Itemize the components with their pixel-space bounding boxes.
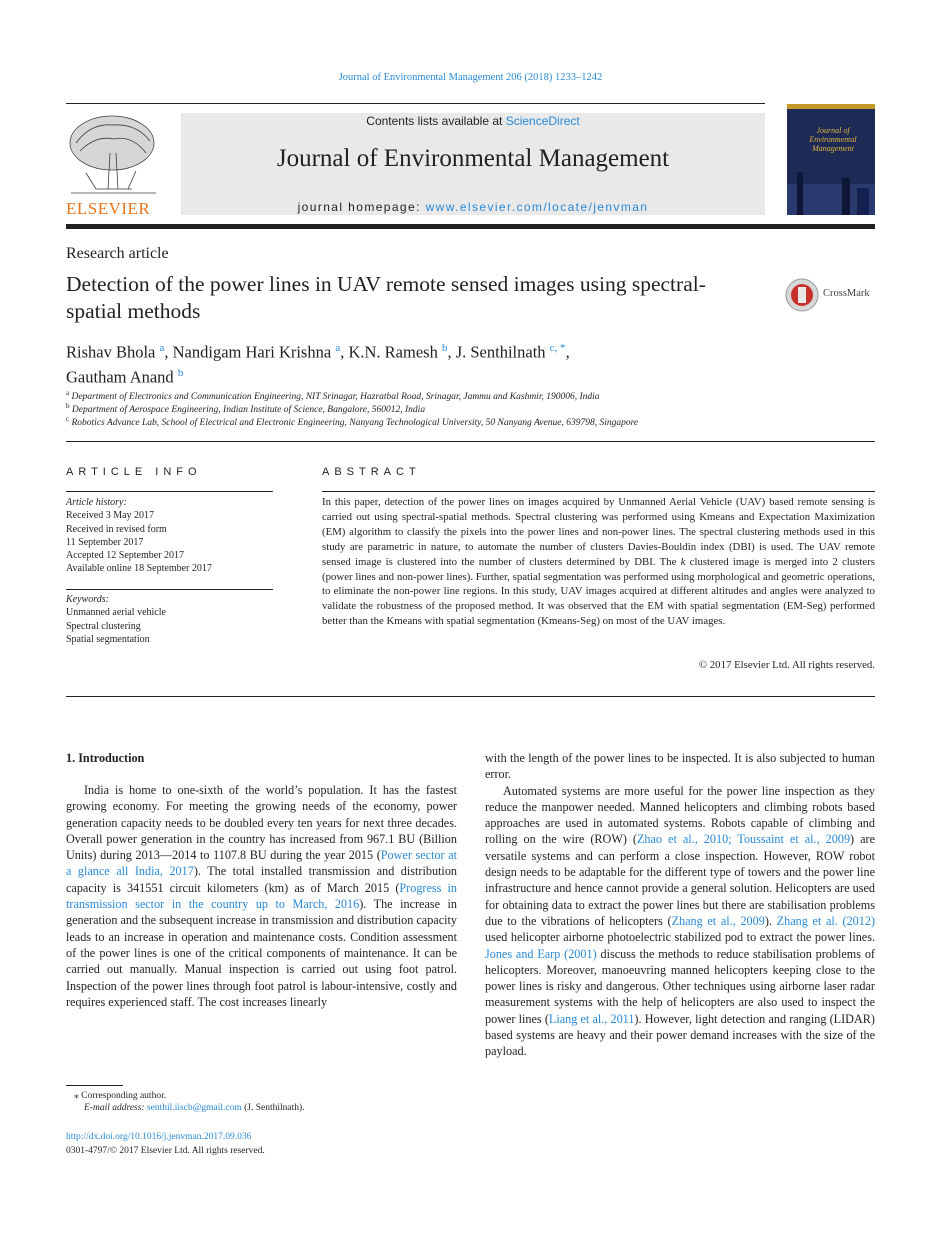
divider (66, 491, 273, 492)
paragraph: with the length of the power lines to be inspected. It is also subjected to human error. (485, 751, 875, 782)
divider (66, 441, 875, 442)
issn-line: 0301-4797/© 2017 Elsevier Ltd. All rights reserved. (66, 1146, 265, 1156)
body-right-column (485, 750, 875, 1060)
abstract-heading: ABSTRACT (322, 466, 421, 478)
contents-line: Contents lists available at ScienceDirect (366, 114, 580, 128)
footnote-rule (66, 1085, 123, 1086)
article-type: Research article (66, 245, 169, 262)
keyword: Spatial segmentation (66, 633, 150, 645)
abstract-copyright: © 2017 Elsevier Ltd. All rights reserved. (698, 659, 875, 671)
article-title: Detection of the power lines in UAV remote sensed images using spectral-spatial methods (66, 272, 706, 323)
divider (66, 589, 273, 590)
divider (322, 491, 875, 492)
reference-link[interactable]: Liang et al., 2011 (548, 1011, 635, 1026)
cover-title: Journal of Environmental Management (809, 126, 857, 153)
divider (66, 696, 875, 697)
reference-link[interactable]: Progress in transmission sector in the country up to March, 2016 (66, 880, 457, 912)
journal-cover-image[interactable] (787, 104, 875, 215)
author-affil-marker[interactable]: b (177, 366, 184, 379)
reference-link[interactable]: Zhang et al., 2009 (671, 913, 765, 928)
author-name[interactable]: Rishav Bhola (66, 342, 156, 362)
homepage-link[interactable]: www.elsevier.com/locate/jenvman (425, 200, 649, 214)
email-link[interactable]: senthil.iiscb@gmail.com (146, 1103, 242, 1113)
author-name[interactable]: Nandigam Hari Krishna (172, 342, 332, 362)
crossmark-badge[interactable] (785, 278, 870, 317)
keyword: Spectral clustering (66, 620, 141, 632)
elsevier-wordmark: ELSEVIER (66, 199, 151, 218)
journal-homepage: journal homepage: www.elsevier.com/locate/jenvman (297, 200, 649, 214)
sciencedirect-link[interactable]: ScienceDirect (505, 114, 580, 128)
author-affil-marker[interactable]: a (159, 342, 165, 354)
reference-link[interactable]: Power sector at a glance all India, 2017 (66, 848, 457, 879)
email-note: E-mail address: senthil.iiscb@gmail.com (J. Senthilnath). (84, 1103, 305, 1113)
crossmark-label: CrossMark (823, 288, 870, 299)
abstract-text: In this paper, detection of the power lines on images acquired by Unmanned Aerial Vehicle (UAV) based remote sensing is carried out using spectral-spatial methods. Spectral clustering was performed using Kmeans and Expectation Maximization (EM) algorithm to classify the pixels into the power lines and non-power lines. The spectral clustering methods used in this study are parametric in nature, to automate the number of clusters Davies-Bouldin index (DBI) is used. The UAV remote sensed image is clustered into the number of clusters determined by DBI. The k clustered image is merged into 2 clusters (power lines and non-power lines). Further, spatial segmentation was performed using morphological and geometric operations, to eliminate the non-power line regions. In this study, UAV images acquired at different altitudes and angles were analyzed to validate the robustness of the proposed method. It was observed that the EM with spatial segmentation (EM-Seg) performed better than the Kmeans with spatial segmentation (Kmeans-Seg) on most of the UAV images. (322, 496, 875, 628)
corresponding-author-note: ⁎ Corresponding author. (74, 1091, 167, 1101)
author-list: Rishav Bhola $^a$, Nandigam Hari Krishna $^a$, K.N. Ramesh $^b$, J. Senthilnath $^{c, *}$, Gautham Anand $^b$ (66, 342, 570, 386)
journal-title: Journal of Environmental Management (276, 145, 670, 172)
author-affil-marker[interactable]: b (441, 342, 448, 354)
author-name[interactable]: J. Senthilnath (455, 342, 546, 362)
article-info-heading: ARTICLE INFO (66, 466, 202, 478)
doi-link[interactable]: http://dx.doi.org/10.1016/j.jenvman.2017.09.036 (66, 1132, 252, 1142)
keywords: Keywords: Unmanned aerial vehicle Spectral clustering Spatial segmentation (66, 594, 166, 645)
journal-citation[interactable]: Journal of Environmental Management 206 (2018) 1233–1242 (338, 72, 603, 83)
article-history: Article history: Received 3 May 2017 Received in revised form 11 September 2017 Accepted 12 September 2017 Available online 18 September 2017 (66, 497, 212, 575)
paragraph: Automated systems are more useful for the power line inspection as they reduce the manpower needed. Manned helicopters and climbing robots based approaches are used in automated systems. Robots capable of climbing and rolling on the wire (ROW) (Zhao et al., 2010; Toussaint et al., 2009) are versatile systems and can perform a close inspection. However, ROW robot design needs to be adaptable for the different type of towers and the power line infrastructure and hence cannot provide a general solution. Helicopters are used for obtaining data to extract the power lines but there are stabilisation problems due to the vibrations of helicopters (Zhang et al., 2009). Zhang et al. (2012) used helicopter airborne photoelectric stabilized pod to extract the power lines. Jones and Earp (2001) discuss the methods to reduce stabilisation problems of helicopters. Moreover, manoeuvring manned helicopters keeping close to the power lines is risky and dangerous. Other techniques using airborne laser radar measurement systems with the help of helicopters are also used to inspect the power lines (Liang et al., 2011). However, light detection and ranging (LIDAR) based systems are heavy and their power demand increases with the size of the payload. (485, 783, 876, 1059)
section-heading: 1. Introduction (66, 751, 145, 765)
reference-link[interactable]: Zhao et al., 2010; Toussaint et al., 2009 (636, 832, 851, 847)
header-thick-rule (66, 224, 875, 229)
paragraph: India is home to one-sixth of the world’s population. It has the fastest growing economy. For meeting the growing needs of the economy, power generation capacity needs to be doubled every ten years for next three decades. Overall power generation in the country has increased from 967.1 BU (Billion Units) during 2013—2014 to 1107.8 BU during the year 2015 (Power sector at a glance all India, 2017). The total installed transmission and distribution capacity is 341551 circuit kilometers (km) as of March 2015 (Progress in transmission sector in the country up to March, 2016). The increase in generation and the subsequent increase in transmission and distribution capacity leads to an increase in operation and maintenance costs. Condition assessment of the power lines is one of the critical components of maintenance. It can be carried out manually. Manual inspection is carried out using foot patrol. Inspection of the power lines through foot patrol is labour-intensive, costly and requires experienced staff. The cost increases linearly (66, 783, 458, 1009)
affiliation: $^b$ Department of Aerospace Engineering, Indian Institute of Science, Bangalore, 560012, India (66, 402, 426, 416)
author-affil-marker[interactable]: a (335, 342, 341, 354)
author-name[interactable]: K.N. Ramesh (348, 342, 438, 362)
author-affil-marker[interactable]: c, * (549, 342, 566, 354)
affiliation: $^c$ Robotics Advance Lab, School of Electrical and Electronic Engineering, Nanyang Technological University, 50 Nanyang Avenue, 639798, Singapore (66, 415, 639, 429)
body-left-column (66, 782, 457, 1010)
header-rule (66, 103, 765, 104)
keyword: Unmanned aerial vehicle (66, 607, 166, 619)
author-name[interactable]: Gautham Anand (66, 367, 174, 386)
affiliation: $^a$ Department of Electronics and Communication Engineering, NIT Srinagar, Hazratbal Road, Srinagar, Jammu and Kashmir, 190006, India (66, 389, 600, 403)
elsevier-tree-logo (66, 113, 160, 197)
reference-link[interactable]: Zhang et al. (2012) (776, 913, 876, 928)
crossmark-icon (785, 278, 821, 312)
reference-link[interactable]: Jones and Earp (2001) (485, 946, 597, 961)
